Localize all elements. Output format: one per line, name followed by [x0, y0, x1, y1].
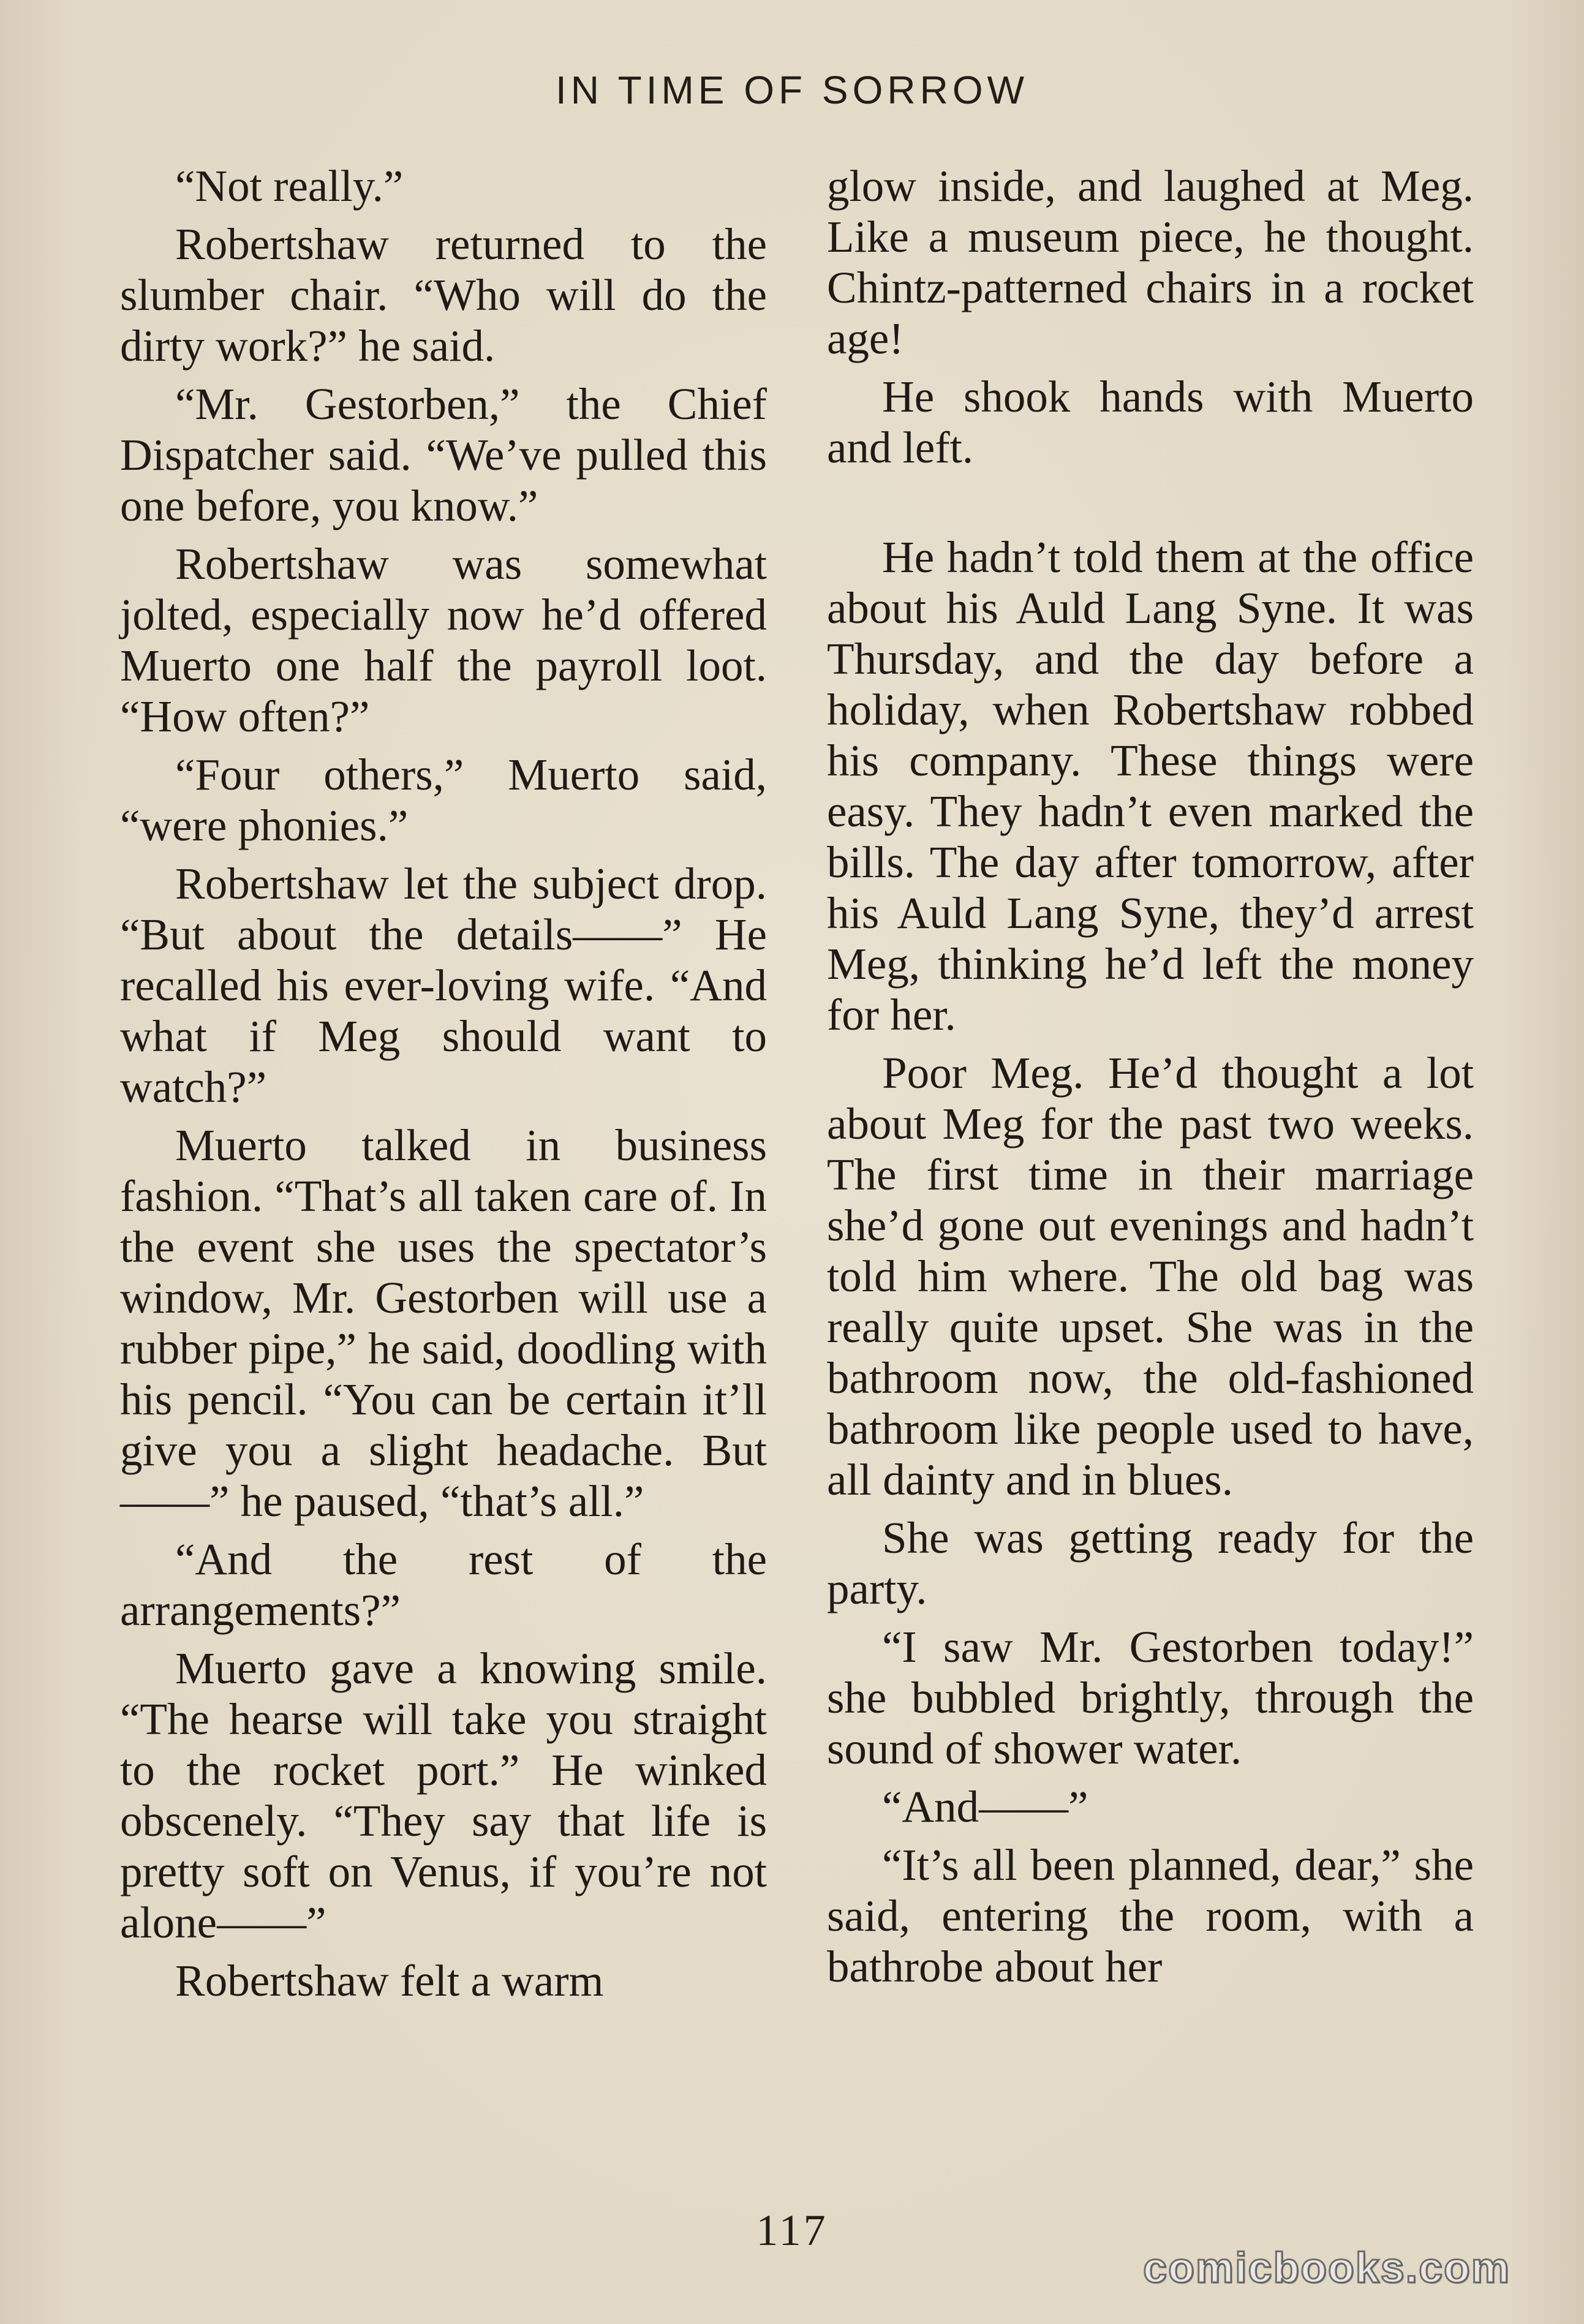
- paragraph: “Mr. Gestorben,” the Chief Dispatcher said. “We’ve pulled this one before, you know.”: [120, 379, 767, 530]
- page-number: 117: [756, 2206, 828, 2255]
- paragraph: “And——”: [882, 1782, 1088, 1832]
- right-column: [827, 160, 1474, 1992]
- paragraph: glow inside, and laughed at Meg. Like a museum piece, he thought. Chintz-patterned chairs in a rocket age!: [827, 161, 1474, 363]
- paragraph: He shook hands with Muerto and left.: [827, 372, 1474, 472]
- paragraph: Poor Meg. He’d thought a lot about Meg for the past two weeks. The first time in their marriage she’d gone out evenings and hadn’t told him where. The old bag was really quite upset. She was in the bathroom now, the old-fashioned bathroom like people used to have, all dainty and in blues.: [827, 1048, 1474, 1504]
- paragraph: He hadn’t told them at the office about his Auld Lang Syne. It was Thursday, and the day before a holiday, when Robertshaw robbed his company. These things were easy. They hadn’t even marked the bills. The day after tomorrow, after his Auld Lang Syne, they’d arrest Meg, thinking he’d left the money for her.: [827, 532, 1474, 1039]
- paragraph: She was getting ready for the party.: [827, 1513, 1474, 1613]
- paragraph: “And the rest of the arrangements?”: [120, 1534, 767, 1635]
- paragraph: “Four others,” Muerto said, “were phonies.”: [120, 750, 767, 850]
- paragraph: Muerto talked in business fashion. “That’s all taken care of. In the event she uses the spectator’s window, Mr. Gestorben will use a rubber pipe,” he said, doodling with his pencil. “You can be certain it’ll give you a slight headache. But——” he paused, “that’s all.”: [120, 1120, 767, 1526]
- paragraph: Robertshaw felt a warm: [175, 1956, 604, 2005]
- paragraph: Robertshaw let the subject drop. “But about the details——” He recalled his ever-loving wife. “And what if Meg should want to watch?”: [120, 859, 767, 1112]
- watermark: comicbooks.com: [1143, 2244, 1510, 2292]
- paragraph: Muerto gave a knowing smile. “The hearse will take you straight to the rocket port.” He winked obscenely. “They say that life is pretty soft on Venus, if you’re not alone——”: [120, 1643, 767, 1947]
- running-head: IN TIME OF SORROW: [555, 68, 1029, 112]
- paragraph: Robertshaw returned to the slumber chair. “Who will do the dirty work?” he said.: [120, 219, 767, 371]
- paragraph: Robertshaw was somewhat jolted, especially now he’d offered Muerto one half the payroll loot. “How often?”: [120, 539, 767, 741]
- paragraph: “It’s all been planned, dear,” she said, entering the room, with a bathrobe about her: [827, 1840, 1474, 1991]
- left-column: [120, 160, 767, 2006]
- paragraph: “I saw Mr. Gestorben today!” she bubbled brightly, through the sound of shower water.: [827, 1622, 1474, 1773]
- paragraph: “Not really.”: [175, 161, 404, 211]
